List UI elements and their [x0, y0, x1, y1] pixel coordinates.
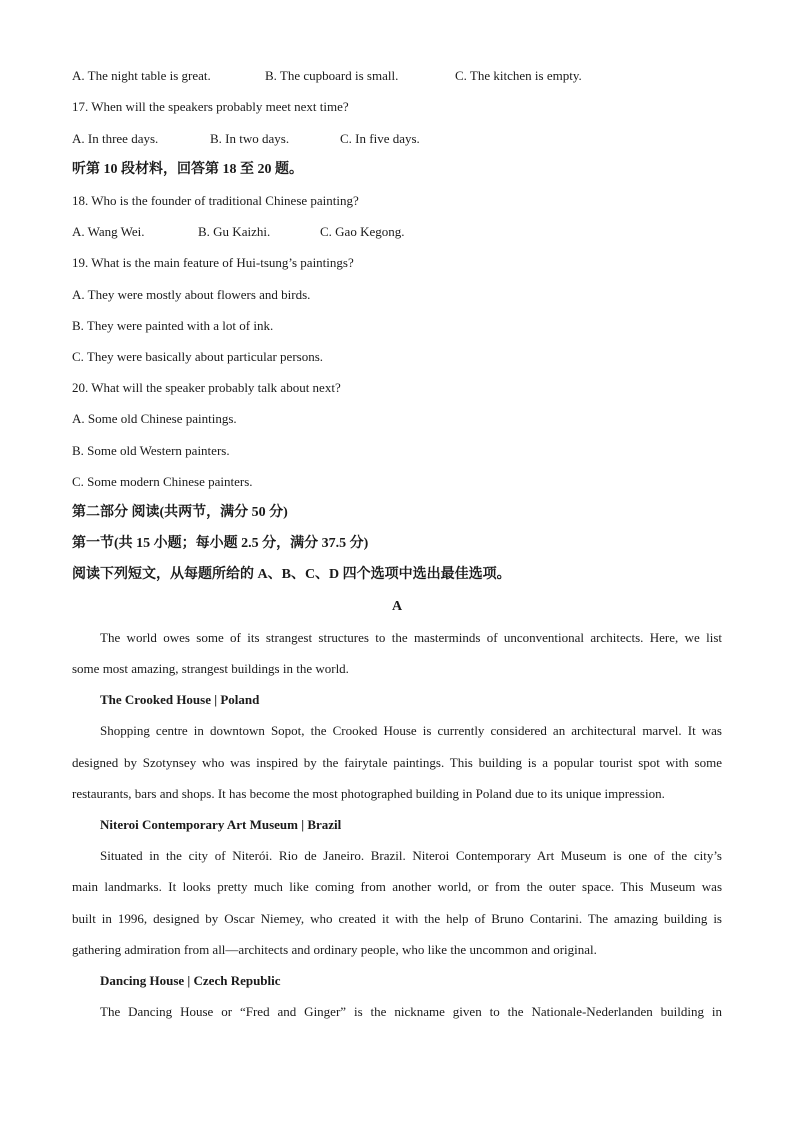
q17-question: 17. When will the speakers probably meet next time?: [72, 99, 349, 114]
niteroi-title: Niteroi Contemporary Art Museum | Brazil: [100, 817, 342, 832]
intro-line-2: some most amazing, strangest buildings in the world.: [72, 661, 349, 676]
q18-options: [72, 224, 722, 240]
crooked-line-3: restaurants, bars and shops. It has become the most photographed building in Poland due to its unique impression.: [72, 786, 665, 801]
reading-instruction: 阅读下列短文，从每题所给的 A、B、C、D 四个选项中选出最佳选项。: [72, 567, 511, 582]
niteroi-line-3: built in 1996, designed by Oscar Niemey, who created it with the help of Bruno Contarini. The amazing building is: [72, 911, 722, 926]
q18-question: 18. Who is the founder of traditional Chinese painting?: [72, 193, 359, 208]
q19-question: 19. What is the main feature of Hui-tsung’s paintings?: [72, 255, 354, 270]
part2-title: 第二部分 阅读(共两节，满分 50 分): [72, 505, 288, 520]
niteroi-line-1: Situated in the city of Niterói. Rio de Janeiro. Brazil. Niteroi Contemporary Art Museum is one of the city’s: [100, 848, 722, 863]
section1-title: 第一节(共 15 小题；每小题 2.5 分，满分 37.5 分): [72, 536, 369, 551]
niteroi-line-2: main landmarks. It looks pretty much like coming from another world, or from the outer space. This Museum was: [72, 879, 722, 894]
crooked-house-title: The Crooked House | Poland: [100, 692, 260, 707]
q17-option-b: B. In two days.: [210, 131, 290, 146]
section10-instruction: 听第 10 段材料，回答第 18 至 20 题。: [72, 162, 303, 177]
q19-option-b: B. They were painted with a lot of ink.: [72, 318, 274, 333]
q18-option-a: A. Wang Wei.: [72, 224, 145, 239]
q16-option-a: A. The night table is great.: [72, 68, 211, 83]
intro-line-1: The world owes some of its strangest structures to the masterminds of unconventional architects. Here, we list: [100, 630, 722, 645]
dancing-house-title: Dancing House | Czech Republic: [100, 973, 281, 988]
q16-options: [72, 68, 722, 84]
q17-option-c: C. In five days.: [340, 131, 420, 146]
q18-option-b: B. Gu Kaizhi.: [198, 224, 271, 239]
crooked-line-1: Shopping centre in downtown Sopot, the Crooked House is currently considered an architectural marvel. It was: [100, 723, 722, 738]
q19-option-c: C. They were basically about particular persons.: [72, 349, 324, 364]
q16-option-c: C. The kitchen is empty.: [455, 68, 582, 83]
crooked-line-2: designed by Szotynsey who was inspired by the fairytale paintings. This building is a popular tourist spot with some: [72, 755, 722, 770]
q19-option-a: A. They were mostly about flowers and birds.: [72, 287, 311, 302]
niteroi-line-4: gathering admiration from all—architects and ordinary people, who like the uncommon and original.: [72, 942, 597, 957]
q17-option-a: A. In three days.: [72, 131, 159, 146]
q20-question: 20. What will the speaker probably talk about next?: [72, 380, 341, 395]
dancing-line-1: The Dancing House or “Fred and Ginger” is the nickname given to the Nationale-Nederlanden building in: [100, 1004, 722, 1019]
q20-option-b: B. Some old Western painters.: [72, 443, 230, 458]
q16-option-b: B. The cupboard is small.: [265, 68, 399, 83]
q20-option-a: A. Some old Chinese paintings.: [72, 411, 237, 426]
q17-options: [72, 131, 722, 147]
q18-option-c: C. Gao Kegong.: [320, 224, 405, 239]
passage-letter: A: [391, 599, 403, 614]
q20-option-c: C. Some modern Chinese painters.: [72, 474, 253, 489]
